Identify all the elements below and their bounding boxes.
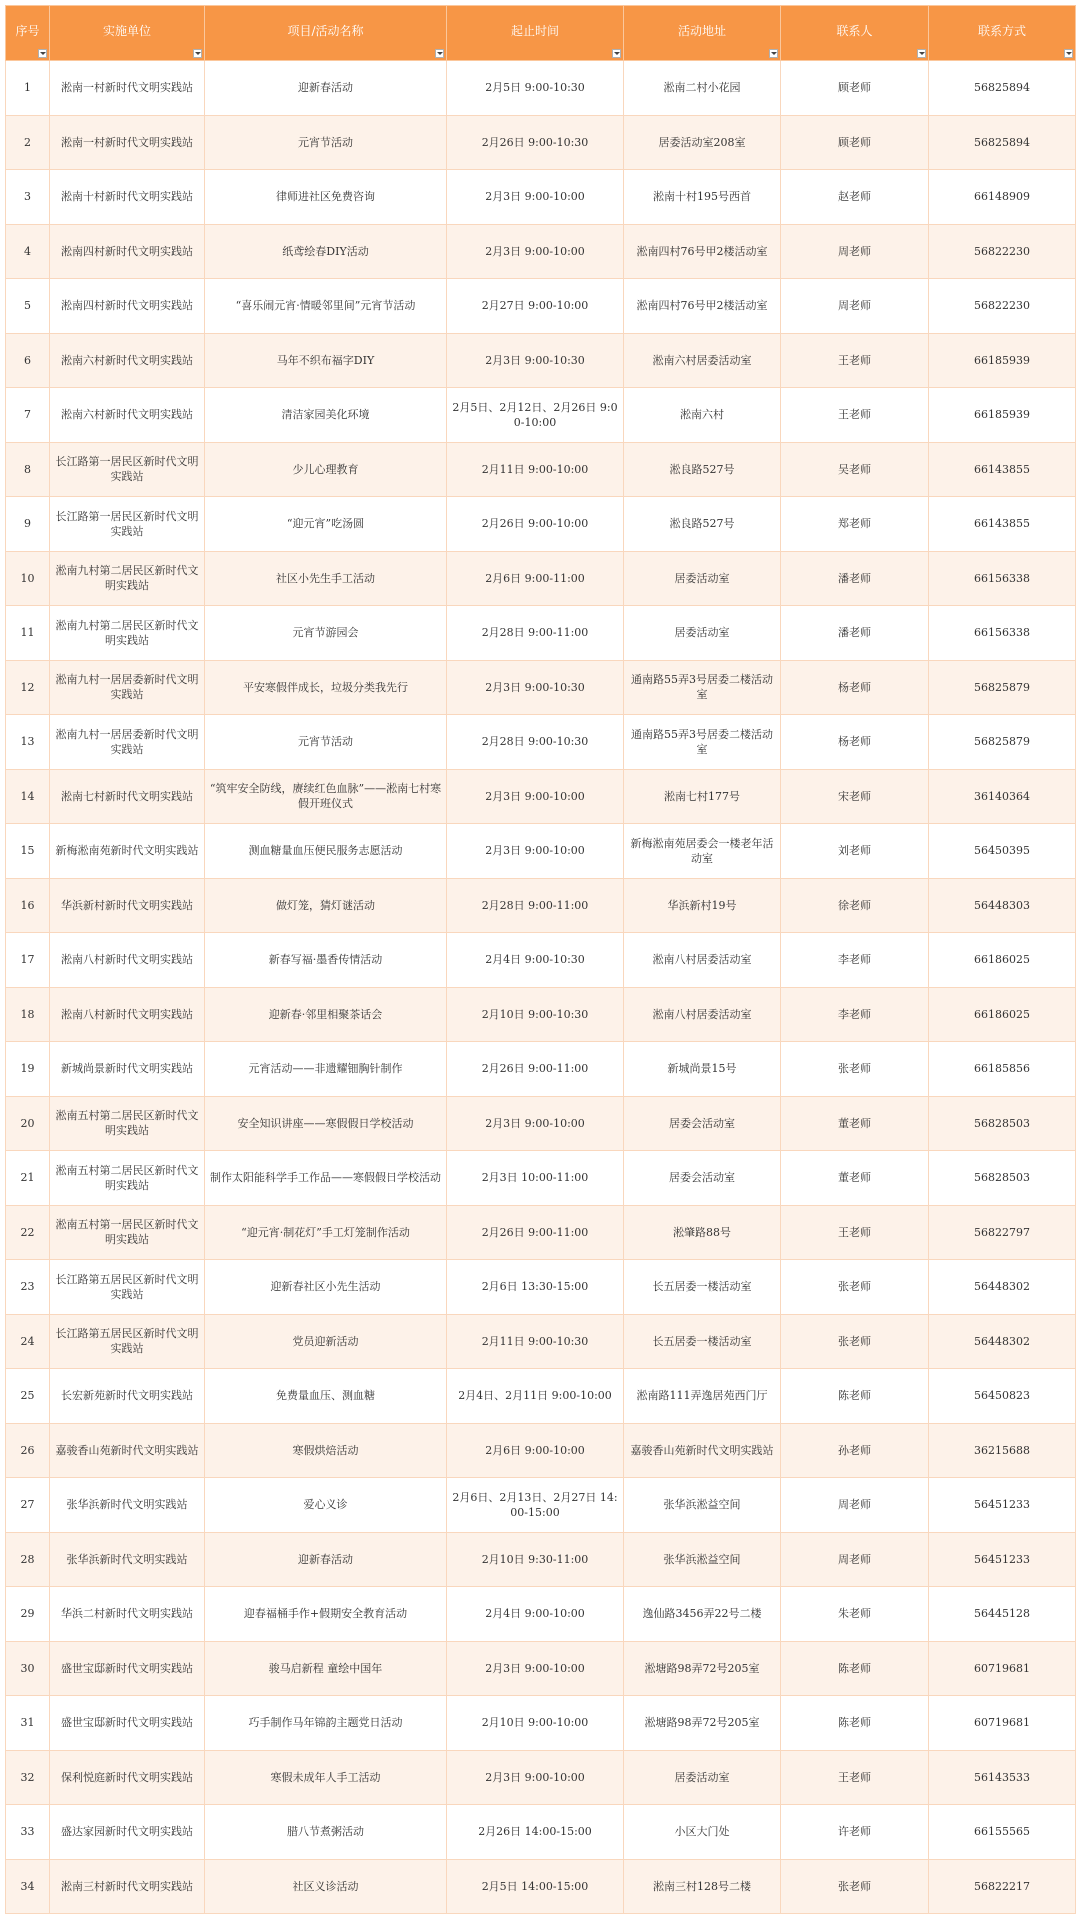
address-cell: 逸仙路3456弄22号二楼 xyxy=(624,1587,781,1642)
index-cell: 30 xyxy=(6,1641,50,1696)
filter-dropdown-icon[interactable] xyxy=(38,49,47,58)
table-row xyxy=(6,1641,1076,1696)
table-row xyxy=(6,497,1076,552)
activity-cell: 迎新春活动 xyxy=(205,61,447,116)
address-cell: 淞南七村177号 xyxy=(624,769,781,824)
time-cell: 2月3日 9:00-10:30 xyxy=(447,333,624,388)
time-cell: 2月3日 9:00-10:00 xyxy=(447,769,624,824)
time-cell: 2月4日 9:00-10:30 xyxy=(447,933,624,988)
contact-cell: 王老师 xyxy=(781,1205,929,1260)
filter-dropdown-icon[interactable] xyxy=(435,49,444,58)
activity-cell: 免费量血压、测血糖 xyxy=(205,1369,447,1424)
time-cell: 2月26日 9:00-10:30 xyxy=(447,115,624,170)
phone-cell: 66185856 xyxy=(929,1042,1076,1097)
table-row xyxy=(6,933,1076,988)
activity-cell: 元宵节游园会 xyxy=(205,606,447,661)
time-cell: 2月26日 9:00-11:00 xyxy=(447,1205,624,1260)
activity-cell: 元宵活动——非遗耀钿胸针制作 xyxy=(205,1042,447,1097)
phone-cell: 56822230 xyxy=(929,279,1076,334)
phone-cell: 66185939 xyxy=(929,333,1076,388)
activity-cell: 安全知识讲座——寒假假日学校活动 xyxy=(205,1096,447,1151)
address-cell: 淞塘路98弄72号205室 xyxy=(624,1696,781,1751)
address-cell: 小区大门处 xyxy=(624,1805,781,1860)
unit-cell: 淞南三村新时代文明实践站 xyxy=(50,1859,205,1914)
index-cell: 1 xyxy=(6,61,50,116)
index-cell: 17 xyxy=(6,933,50,988)
table-row xyxy=(6,1478,1076,1533)
unit-cell: 淞南四村新时代文明实践站 xyxy=(50,279,205,334)
time-cell: 2月10日 9:00-10:30 xyxy=(447,987,624,1042)
address-cell: 淞南六村 xyxy=(624,388,781,443)
table-row xyxy=(6,224,1076,279)
activity-cell: 社区小先生手工活动 xyxy=(205,551,447,606)
table-row xyxy=(6,115,1076,170)
contact-cell: 顾老师 xyxy=(781,115,929,170)
contact-cell: 赵老师 xyxy=(781,170,929,225)
contact-cell: 潘老师 xyxy=(781,606,929,661)
address-cell: 淞南四村76号甲2楼活动室 xyxy=(624,279,781,334)
time-cell: 2月26日 9:00-11:00 xyxy=(447,1042,624,1097)
contact-cell: 郑老师 xyxy=(781,497,929,552)
unit-cell: 淞南一村新时代文明实践站 xyxy=(50,115,205,170)
contact-cell: 潘老师 xyxy=(781,551,929,606)
unit-cell: 长江路第五居民区新时代文明实践站 xyxy=(50,1260,205,1315)
time-cell: 2月6日 9:00-11:00 xyxy=(447,551,624,606)
header-label: 联系人 xyxy=(836,23,873,38)
address-cell: 淞南路111弄逸居苑西门厅 xyxy=(624,1369,781,1424)
index-cell: 3 xyxy=(6,170,50,225)
unit-cell: 盛达家园新时代文明实践站 xyxy=(50,1805,205,1860)
activity-cell: 新春写福·墨香传情活动 xyxy=(205,933,447,988)
contact-cell: 顾老师 xyxy=(781,61,929,116)
index-cell: 33 xyxy=(6,1805,50,1860)
contact-cell: 杨老师 xyxy=(781,660,929,715)
contact-cell: 宋老师 xyxy=(781,769,929,824)
contact-cell: 陈老师 xyxy=(781,1696,929,1751)
table-row xyxy=(6,1532,1076,1587)
unit-cell: 华浜二村新时代文明实践站 xyxy=(50,1587,205,1642)
unit-cell: 长江路第一居民区新时代文明实践站 xyxy=(50,497,205,552)
index-cell: 11 xyxy=(6,606,50,661)
table-row xyxy=(6,333,1076,388)
contact-cell: 周老师 xyxy=(781,224,929,279)
activity-cell: 少儿心理教育 xyxy=(205,442,447,497)
header-label: 序号 xyxy=(15,23,40,38)
contact-cell: 陈老师 xyxy=(781,1641,929,1696)
index-cell: 13 xyxy=(6,715,50,770)
index-cell: 28 xyxy=(6,1532,50,1587)
activity-cell: 腊八节煮粥活动 xyxy=(205,1805,447,1860)
phone-cell: 66186025 xyxy=(929,987,1076,1042)
table-row xyxy=(6,1859,1076,1914)
index-cell: 7 xyxy=(6,388,50,443)
filter-dropdown-icon[interactable] xyxy=(769,49,778,58)
unit-cell: 淞南六村新时代文明实践站 xyxy=(50,388,205,443)
contact-cell: 周老师 xyxy=(781,1532,929,1587)
filter-dropdown-icon[interactable] xyxy=(1064,49,1073,58)
address-cell: 居委活动室208室 xyxy=(624,115,781,170)
index-cell: 21 xyxy=(6,1151,50,1206)
table-row xyxy=(6,1260,1076,1315)
contact-cell: 张老师 xyxy=(781,1859,929,1914)
activity-cell: 寒假烘焙活动 xyxy=(205,1423,447,1478)
table-row xyxy=(6,606,1076,661)
index-cell: 24 xyxy=(6,1314,50,1369)
unit-cell: 张华浜新时代文明实践站 xyxy=(50,1532,205,1587)
activity-cell: 元宵节活动 xyxy=(205,715,447,770)
address-cell: 张华浜淞益空间 xyxy=(624,1478,781,1533)
phone-cell: 56822797 xyxy=(929,1205,1076,1260)
activity-cell: 清洁家园美化环境 xyxy=(205,388,447,443)
time-cell: 2月3日 9:00-10:00 xyxy=(447,170,624,225)
address-cell: 新城尚景15号 xyxy=(624,1042,781,1097)
contact-cell: 李老师 xyxy=(781,987,929,1042)
phone-cell: 66186025 xyxy=(929,933,1076,988)
activity-cell: 迎新春社区小先生活动 xyxy=(205,1260,447,1315)
header-label: 活动地址 xyxy=(677,23,726,38)
time-cell: 2月6日、2月13日、2月27日 14:00-15:00 xyxy=(447,1478,624,1533)
time-cell: 2月26日 9:00-10:00 xyxy=(447,497,624,552)
address-cell: 淞良路527号 xyxy=(624,442,781,497)
index-cell: 14 xyxy=(6,769,50,824)
index-cell: 27 xyxy=(6,1478,50,1533)
time-cell: 2月28日 9:00-11:00 xyxy=(447,606,624,661)
address-cell: 淞塘路98弄72号205室 xyxy=(624,1641,781,1696)
activity-cell: “喜乐闹元宵·情暖邻里间”元宵节活动 xyxy=(205,279,447,334)
table-row xyxy=(6,1096,1076,1151)
table-row xyxy=(6,1587,1076,1642)
address-cell: 淞南六村居委活动室 xyxy=(624,333,781,388)
contact-cell: 周老师 xyxy=(781,279,929,334)
address-cell: 淞南三村128号二楼 xyxy=(624,1859,781,1914)
address-cell: 张华浜淞益空间 xyxy=(624,1532,781,1587)
index-cell: 29 xyxy=(6,1587,50,1642)
unit-cell: 张华浜新时代文明实践站 xyxy=(50,1478,205,1533)
unit-cell: 淞南九村一居居委新时代文明实践站 xyxy=(50,660,205,715)
index-cell: 32 xyxy=(6,1750,50,1805)
address-cell: 居委活动室 xyxy=(624,1750,781,1805)
activity-cell: 做灯笼，猜灯谜活动 xyxy=(205,878,447,933)
table-row xyxy=(6,824,1076,879)
table-row xyxy=(6,660,1076,715)
phone-cell: 66143855 xyxy=(929,497,1076,552)
activity-cell: 制作太阳能科学手工作品——寒假假日学校活动 xyxy=(205,1151,447,1206)
activity-cell: 纸鸢绘春DIY活动 xyxy=(205,224,447,279)
column-header-activity xyxy=(205,6,447,61)
index-cell: 9 xyxy=(6,497,50,552)
unit-cell: 长宏新苑新时代文明实践站 xyxy=(50,1369,205,1424)
contact-cell: 王老师 xyxy=(781,333,929,388)
unit-cell: 淞南四村新时代文明实践站 xyxy=(50,224,205,279)
address-cell: 居委会活动室 xyxy=(624,1096,781,1151)
phone-cell: 56450395 xyxy=(929,824,1076,879)
phone-cell: 56445128 xyxy=(929,1587,1076,1642)
phone-cell: 56450823 xyxy=(929,1369,1076,1424)
column-header-address xyxy=(624,6,781,61)
unit-cell: 淞南九村第二居民区新时代文明实践站 xyxy=(50,606,205,661)
address-cell: 华浜新村19号 xyxy=(624,878,781,933)
table-row xyxy=(6,987,1076,1042)
contact-cell: 张老师 xyxy=(781,1260,929,1315)
phone-cell: 66156338 xyxy=(929,551,1076,606)
activity-cell: 骏马启新程 童绘中国年 xyxy=(205,1641,447,1696)
phone-cell: 56825879 xyxy=(929,660,1076,715)
unit-cell: 淞南九村第二居民区新时代文明实践站 xyxy=(50,551,205,606)
contact-cell: 杨老师 xyxy=(781,715,929,770)
table-row xyxy=(6,551,1076,606)
activity-cell: 测血糖量血压便民服务志愿活动 xyxy=(205,824,447,879)
index-cell: 31 xyxy=(6,1696,50,1751)
index-cell: 18 xyxy=(6,987,50,1042)
column-header-contact xyxy=(781,6,929,61)
unit-cell: 淞南一村新时代文明实践站 xyxy=(50,61,205,116)
time-cell: 2月5日、2月12日、2月26日 9:00-10:00 xyxy=(447,388,624,443)
contact-cell: 张老师 xyxy=(781,1042,929,1097)
index-cell: 16 xyxy=(6,878,50,933)
time-cell: 2月11日 9:00-10:00 xyxy=(447,442,624,497)
index-cell: 34 xyxy=(6,1859,50,1914)
phone-cell: 66185939 xyxy=(929,388,1076,443)
time-cell: 2月3日 9:00-10:00 xyxy=(447,1750,624,1805)
address-cell: 居委会活动室 xyxy=(624,1151,781,1206)
table-row xyxy=(6,1696,1076,1751)
contact-cell: 刘老师 xyxy=(781,824,929,879)
index-cell: 6 xyxy=(6,333,50,388)
address-cell: 通南路55弄3号居委二楼活动室 xyxy=(624,715,781,770)
phone-cell: 56828503 xyxy=(929,1151,1076,1206)
phone-cell: 66156338 xyxy=(929,606,1076,661)
table-row xyxy=(6,61,1076,116)
time-cell: 2月10日 9:00-10:00 xyxy=(447,1696,624,1751)
filter-dropdown-icon[interactable] xyxy=(193,49,202,58)
contact-cell: 张老师 xyxy=(781,1314,929,1369)
unit-cell: 保利悦庭新时代文明实践站 xyxy=(50,1750,205,1805)
contact-cell: 徐老师 xyxy=(781,878,929,933)
unit-cell: 华浜新村新时代文明实践站 xyxy=(50,878,205,933)
phone-cell: 36215688 xyxy=(929,1423,1076,1478)
time-cell: 2月6日 9:00-10:00 xyxy=(447,1423,624,1478)
unit-cell: 长江路第五居民区新时代文明实践站 xyxy=(50,1314,205,1369)
time-cell: 2月4日 9:00-10:00 xyxy=(447,1587,624,1642)
unit-cell: 嘉骏香山苑新时代文明实践站 xyxy=(50,1423,205,1478)
address-cell: 通南路55弄3号居委二楼活动室 xyxy=(624,660,781,715)
filter-dropdown-icon[interactable] xyxy=(612,49,621,58)
table-row xyxy=(6,1314,1076,1369)
index-cell: 5 xyxy=(6,279,50,334)
activity-cell: 巧手制作马年锦韵主题党日活动 xyxy=(205,1696,447,1751)
time-cell: 2月27日 9:00-10:00 xyxy=(447,279,624,334)
phone-cell: 36140364 xyxy=(929,769,1076,824)
unit-cell: 淞南五村第二居民区新时代文明实践站 xyxy=(50,1096,205,1151)
table-body xyxy=(6,61,1076,1914)
table-row xyxy=(6,1042,1076,1097)
table-row xyxy=(6,1423,1076,1478)
column-header-unit xyxy=(50,6,205,61)
activity-cell: “迎元宵”吃汤圆 xyxy=(205,497,447,552)
unit-cell: 淞南十村新时代文明实践站 xyxy=(50,170,205,225)
unit-cell: 盛世宝邸新时代文明实践站 xyxy=(50,1696,205,1751)
activity-cell: “筑牢安全防线，赓续红色血脉”——淞南七村寒假开班仪式 xyxy=(205,769,447,824)
phone-cell: 56451233 xyxy=(929,1478,1076,1533)
table-row xyxy=(6,1205,1076,1260)
phone-cell: 56822230 xyxy=(929,224,1076,279)
index-cell: 22 xyxy=(6,1205,50,1260)
phone-cell: 66155565 xyxy=(929,1805,1076,1860)
address-cell: 新梅淞南苑居委会一楼老年活动室 xyxy=(624,824,781,879)
contact-cell: 董老师 xyxy=(781,1151,929,1206)
address-cell: 淞南八村居委活动室 xyxy=(624,933,781,988)
phone-cell: 56143533 xyxy=(929,1750,1076,1805)
index-cell: 2 xyxy=(6,115,50,170)
index-cell: 15 xyxy=(6,824,50,879)
table-row xyxy=(6,769,1076,824)
unit-cell: 盛世宝邸新时代文明实践站 xyxy=(50,1641,205,1696)
table-row xyxy=(6,1750,1076,1805)
unit-cell: 淞南七村新时代文明实践站 xyxy=(50,769,205,824)
address-cell: 淞肇路88号 xyxy=(624,1205,781,1260)
unit-cell: 淞南八村新时代文明实践站 xyxy=(50,933,205,988)
table-row xyxy=(6,715,1076,770)
index-cell: 8 xyxy=(6,442,50,497)
table-row xyxy=(6,279,1076,334)
table-row xyxy=(6,1805,1076,1860)
time-cell: 2月26日 14:00-15:00 xyxy=(447,1805,624,1860)
table-row xyxy=(6,878,1076,933)
address-cell: 淞良路527号 xyxy=(624,497,781,552)
time-cell: 2月6日 13:30-15:00 xyxy=(447,1260,624,1315)
activity-cell: 马年不织布福字DIY xyxy=(205,333,447,388)
address-cell: 居委活动室 xyxy=(624,551,781,606)
activity-cell: 社区义诊活动 xyxy=(205,1859,447,1914)
phone-cell: 56825879 xyxy=(929,715,1076,770)
phone-cell: 56825894 xyxy=(929,115,1076,170)
contact-cell: 王老师 xyxy=(781,388,929,443)
time-cell: 2月3日 9:00-10:00 xyxy=(447,1641,624,1696)
contact-cell: 李老师 xyxy=(781,933,929,988)
phone-cell: 56448302 xyxy=(929,1314,1076,1369)
time-cell: 2月4日、2月11日 9:00-10:00 xyxy=(447,1369,624,1424)
table-row xyxy=(6,442,1076,497)
unit-cell: 淞南九村一居居委新时代文明实践站 xyxy=(50,715,205,770)
unit-cell: 长江路第一居民区新时代文明实践站 xyxy=(50,442,205,497)
activity-cell: 平安寒假伴成长，垃圾分类我先行 xyxy=(205,660,447,715)
filter-dropdown-icon[interactable] xyxy=(917,49,926,58)
column-header-time xyxy=(447,6,624,61)
unit-cell: 淞南八村新时代文明实践站 xyxy=(50,987,205,1042)
contact-cell: 王老师 xyxy=(781,1750,929,1805)
time-cell: 2月5日 14:00-15:00 xyxy=(447,1859,624,1914)
time-cell: 2月3日 9:00-10:00 xyxy=(447,1096,624,1151)
time-cell: 2月3日 9:00-10:30 xyxy=(447,660,624,715)
phone-cell: 60719681 xyxy=(929,1696,1076,1751)
phone-cell: 56822217 xyxy=(929,1859,1076,1914)
time-cell: 2月3日 9:00-10:00 xyxy=(447,224,624,279)
header-label: 起止时间 xyxy=(510,23,559,38)
column-header-phone xyxy=(929,6,1076,61)
column-header-index xyxy=(6,6,50,61)
activity-cell: 迎新春活动 xyxy=(205,1532,447,1587)
activity-cell: 律师进社区免费咨询 xyxy=(205,170,447,225)
unit-cell: 新城尚景新时代文明实践站 xyxy=(50,1042,205,1097)
unit-cell: 新梅淞南苑新时代文明实践站 xyxy=(50,824,205,879)
time-cell: 2月10日 9:30-11:00 xyxy=(447,1532,624,1587)
contact-cell: 朱老师 xyxy=(781,1587,929,1642)
index-cell: 12 xyxy=(6,660,50,715)
index-cell: 19 xyxy=(6,1042,50,1097)
activity-cell: 党员迎新活动 xyxy=(205,1314,447,1369)
address-cell: 淞南四村76号甲2楼活动室 xyxy=(624,224,781,279)
contact-cell: 周老师 xyxy=(781,1478,929,1533)
table-row xyxy=(6,1151,1076,1206)
table-row xyxy=(6,388,1076,443)
phone-cell: 56451233 xyxy=(929,1532,1076,1587)
address-cell: 居委活动室 xyxy=(624,606,781,661)
table-row xyxy=(6,1369,1076,1424)
index-cell: 26 xyxy=(6,1423,50,1478)
unit-cell: 淞南五村第一居民区新时代文明实践站 xyxy=(50,1205,205,1260)
address-cell: 嘉骏香山苑新时代文明实践站 xyxy=(624,1423,781,1478)
phone-cell: 60719681 xyxy=(929,1641,1076,1696)
time-cell: 2月28日 9:00-11:00 xyxy=(447,878,624,933)
table-row xyxy=(6,170,1076,225)
phone-cell: 56825894 xyxy=(929,61,1076,116)
activity-cell: 迎春福桶手作+假期安全教育活动 xyxy=(205,1587,447,1642)
time-cell: 2月3日 10:00-11:00 xyxy=(447,1151,624,1206)
address-cell: 淞南八村居委活动室 xyxy=(624,987,781,1042)
unit-cell: 淞南五村第二居民区新时代文明实践站 xyxy=(50,1151,205,1206)
index-cell: 20 xyxy=(6,1096,50,1151)
header-label: 联系方式 xyxy=(977,23,1026,38)
time-cell: 2月11日 9:00-10:30 xyxy=(447,1314,624,1369)
activity-cell: 迎新春·邻里相聚茶话会 xyxy=(205,987,447,1042)
contact-cell: 许老师 xyxy=(781,1805,929,1860)
index-cell: 23 xyxy=(6,1260,50,1315)
header-label: 项目/活动名称 xyxy=(287,23,364,38)
activity-cell: 元宵节活动 xyxy=(205,115,447,170)
contact-cell: 吴老师 xyxy=(781,442,929,497)
phone-cell: 66143855 xyxy=(929,442,1076,497)
activity-cell: 爱心义诊 xyxy=(205,1478,447,1533)
header-row xyxy=(6,6,1076,61)
contact-cell: 孙老师 xyxy=(781,1423,929,1478)
contact-cell: 陈老师 xyxy=(781,1369,929,1424)
time-cell: 2月5日 9:00-10:30 xyxy=(447,61,624,116)
phone-cell: 56448303 xyxy=(929,878,1076,933)
address-cell: 淞南二村小花园 xyxy=(624,61,781,116)
phone-cell: 56448302 xyxy=(929,1260,1076,1315)
time-cell: 2月28日 9:00-10:30 xyxy=(447,715,624,770)
time-cell: 2月3日 9:00-10:00 xyxy=(447,824,624,879)
unit-cell: 淞南六村新时代文明实践站 xyxy=(50,333,205,388)
header-label: 实施单位 xyxy=(102,23,151,38)
address-cell: 长五居委一楼活动室 xyxy=(624,1260,781,1315)
activity-table xyxy=(5,5,1076,1914)
index-cell: 10 xyxy=(6,551,50,606)
table-header xyxy=(6,6,1076,61)
index-cell: 25 xyxy=(6,1369,50,1424)
activity-cell: 寒假未成年人手工活动 xyxy=(205,1750,447,1805)
activity-cell: “迎元宵·制花灯”手工灯笼制作活动 xyxy=(205,1205,447,1260)
address-cell: 淞南十村195号西首 xyxy=(624,170,781,225)
index-cell: 4 xyxy=(6,224,50,279)
phone-cell: 66148909 xyxy=(929,170,1076,225)
contact-cell: 董老师 xyxy=(781,1096,929,1151)
address-cell: 长五居委一楼活动室 xyxy=(624,1314,781,1369)
phone-cell: 56828503 xyxy=(929,1096,1076,1151)
